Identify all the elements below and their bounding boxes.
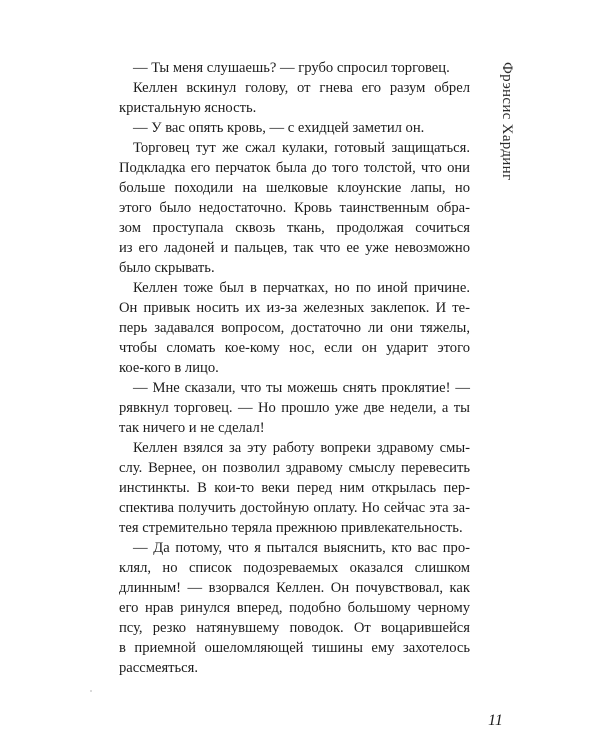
paper-speck <box>90 690 92 692</box>
text-line: Келлен тоже был в перчатках, но по иной причине. <box>133 280 470 296</box>
text-line: тея стремительно теряла прежнюю привлекательность. <box>119 520 463 536</box>
text-line: в приемной ошеломляющей тишины ему захотелось <box>119 640 470 656</box>
text-line: — У вас опять кровь, — с ехидцей заметил он. <box>133 120 425 136</box>
text-line: кое-кого в лицо. <box>119 360 219 376</box>
text-line: псу, резко натянувшему поводок. От воцарившейся <box>119 620 470 636</box>
text-line: перь задавался вопросом, достаточно ли они тяжелы, <box>119 320 470 336</box>
page-number: 11 <box>488 712 503 729</box>
text-line: инстинкты. В кои-то веки перед ним открылась пер- <box>119 480 470 496</box>
text-line: чтобы сломать кое-кому нос, если он ударит этого <box>119 340 470 356</box>
running-head: Фрэнсис Хардинг <box>499 62 515 181</box>
text-line: было скрывать. <box>119 260 215 276</box>
text-line: этого было недостаточно. Кровь таинственным обра- <box>119 200 470 216</box>
text-line: Келлен взялся за эту работу вопреки здравому смы- <box>133 440 470 456</box>
text-line: рассмеяться. <box>119 660 199 676</box>
text-line: так ничего и не сделал! <box>119 420 265 436</box>
text-line: — Да потому, что я пытался выяснить, кто вас про- <box>133 540 470 556</box>
text-line: Подкладка его перчаток была до того толстой, что они <box>119 160 470 176</box>
text-line: его нрав ринулся вперед, подобно большому черному <box>119 600 470 616</box>
text-line: Торговец тут же сжал кулаки, готовый защищаться. <box>133 140 470 156</box>
text-line: — Мне сказали, что ты можешь снять проклятие! — <box>133 380 470 396</box>
text-line: длинным! — взорвался Келлен. Он почувствовал, как <box>119 580 470 596</box>
text-line: рявкнул торговец. — Но прошло уже две недели, а ты <box>119 400 470 416</box>
text-line: больше походили на шелковые клоунские лапы, но <box>119 180 470 196</box>
text-line: Келлен вскинул голову, от гнева его разум обрел <box>133 80 470 96</box>
text-line: кристальную ясность. <box>119 100 257 116</box>
text-line: спектива получить достойную оплату. Но сейчас эта за- <box>119 500 470 516</box>
text-line: Он привык носить их из-за железных заклепок. И те- <box>119 300 470 316</box>
text-line: из его ладоней и пальцев, так что ее уже невозможно <box>119 240 470 256</box>
text-line: зом проступала сквозь ткань, продолжая сочиться <box>119 220 470 236</box>
body-text <box>119 58 470 678</box>
text-line: слу. Вернее, он позволил здравому смыслу перевесить <box>119 460 470 476</box>
text-line: клял, но список подозреваемых оказался слишком <box>119 560 470 576</box>
text-line: — Ты меня слушаешь? — грубо спросил торговец. <box>133 60 450 76</box>
